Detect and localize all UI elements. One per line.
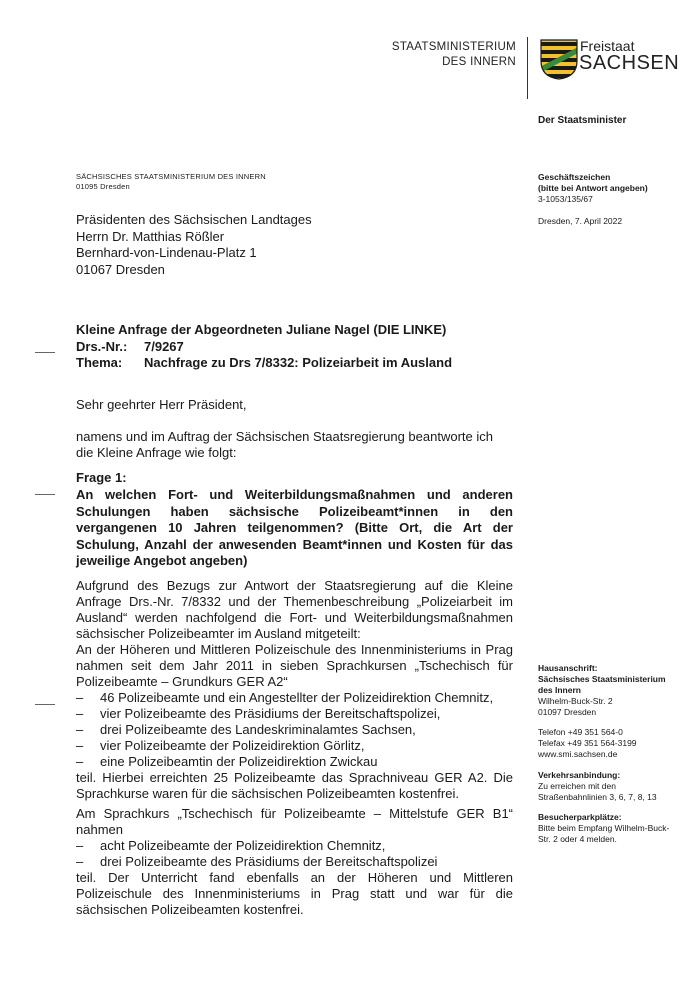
- website-link[interactable]: www.smi.sachsen.de: [538, 749, 618, 759]
- transit-text: Zu erreichen mit den Straßenbahnlinien 3, 6, 7, 8, 13: [538, 781, 657, 802]
- question-label: Frage 1:: [76, 470, 127, 485]
- fold-mark-lower: [35, 704, 55, 705]
- sidebar-transit: [538, 770, 673, 803]
- topic-value: Nachfrage zu Drs 7/8332: Polizeiarbeit im Ausland: [144, 355, 453, 370]
- letter-date: Dresden, 7. April 2022: [538, 216, 623, 226]
- reference-block: [538, 172, 648, 205]
- sender-line-1: SÄCHSISCHES STAATSMINISTERIUM DES INNERN: [76, 172, 266, 181]
- subject-drs-row: [76, 339, 452, 356]
- state-label-sachsen: SACHSEN: [579, 52, 680, 74]
- answer-paragraph-4: Am Sprachkurs „Tschechisch für Polizeibeamte – Mittelstufe GER B1“ nahmen: [76, 806, 513, 837]
- list-second-course: [76, 838, 513, 870]
- list-item-text: vier Polizeibeamte der Polizeidirektion Görlitz,: [100, 738, 365, 753]
- list-item: [76, 722, 513, 738]
- parking-text: Bitte beim Empfang Wilhelm-Buck-Str. 2 oder 4 melden.: [538, 823, 670, 844]
- address-line-2: des Innern: [538, 685, 581, 695]
- address-line-1: Sächsisches Staatsministerium: [538, 674, 666, 684]
- list-item-text: acht Polizeibeamte der Polizeidirektion Chemnitz,: [100, 838, 386, 853]
- list-marker: –: [76, 706, 84, 721]
- drs-label: Drs.-Nr.:: [76, 338, 128, 354]
- recipient-line-4: 01067 Dresden: [76, 261, 165, 277]
- list-item-text: vier Polizeibeamte des Präsidiums der Bereitschaftspolizei,: [100, 706, 441, 721]
- fax: Telefax +49 351 564-3199: [538, 738, 637, 748]
- answer-paragraph-5: teil. Der Unterricht fand ebenfalls an der Höheren und Mittleren Polizeischule des Innenministeriums in Prag statt und war für die sächsischen Polizeibeamten kostenfrei.: [76, 870, 513, 917]
- salutation: Sehr geehrter Herr Präsident,: [76, 397, 247, 412]
- saxony-coat-of-arms-icon: [540, 39, 578, 80]
- list-marker: –: [76, 838, 84, 853]
- list-item: [76, 854, 513, 870]
- list-marker: –: [76, 854, 84, 869]
- list-item-text: eine Polizeibeamtin der Polizeidirektion Zwickau: [100, 754, 378, 769]
- answer-paragraph-2: An der Höheren und Mittleren Polizeischule des Innenministeriums in Prag nahmen seit dem Jahr 2011 in sieben Sprachkursen „Tschechisch für Polizeibeamte – Grundkurs GER A2“: [76, 642, 513, 689]
- reference-number: 3-1053/135/67: [538, 194, 593, 204]
- sender-address: [76, 172, 266, 192]
- sidebar-address: [538, 663, 673, 718]
- drs-value: 7/9267: [144, 338, 184, 354]
- list-item: [76, 754, 513, 770]
- recipient-line-2: Herrn Dr. Matthias Rößler: [76, 228, 225, 244]
- question-text: An welchen Fort- und Weiterbildungsmaßnahmen und anderen Schulungen haben sächsische Polizeibeamt*innen in den vergangenen 10 Jahren teilgenommen? (Bitte Ort, die Art der Schulung, Anzahl der anwesenden Beamt*innen und Kosten für das jeweilige Angebot angeben): [76, 487, 513, 568]
- sidebar-contact: [538, 727, 673, 760]
- phone: Telefon +49 351 564-0: [538, 727, 623, 737]
- address-heading: Hausanschrift:: [538, 663, 598, 673]
- parking-heading: Besucherparkplätze:: [538, 812, 622, 822]
- intro-paragraph: namens und im Auftrag der Sächsischen Staatsregierung beantworte ich die Kleine Anfrage wie folgt:: [76, 429, 493, 460]
- list-item: [76, 690, 513, 706]
- transit-heading: Verkehrsanbindung:: [538, 770, 621, 780]
- subject-topic-row: [76, 355, 452, 372]
- ministry-name: [380, 40, 516, 70]
- list-item-text: drei Polizeibeamte des Präsidiums der Bereitschaftspolizei: [100, 854, 438, 869]
- list-item-text: drei Polizeibeamte des Landeskriminalamtes Sachsen,: [100, 722, 416, 737]
- recipient-address: [76, 212, 312, 278]
- state-label-freistaat: Freistaat: [580, 38, 635, 54]
- subject-block: [76, 322, 452, 372]
- list-marker: –: [76, 690, 84, 705]
- header-divider: [527, 37, 528, 99]
- list-item: [76, 706, 513, 722]
- address-line-4: 01097 Dresden: [538, 707, 597, 717]
- list-item-text: 46 Polizeibeamte und ein Angestellter der Polizeidirektion Chemnitz,: [100, 690, 494, 705]
- answer-paragraph-1: Aufgrund des Bezugs zur Antwort der Staatsregierung auf die Kleine Anfrage Drs.-Nr. 7/8332 und der Themenbeschreibung „Polizeiarbeit im Ausland“ werden nachfolgend die Fort- und Weiterbildungsmaßnahmen sächsischer Polizeibeamter im Ausland mitgeteilt:: [76, 578, 513, 641]
- reference-hint: (bitte bei Antwort angeben): [538, 183, 648, 193]
- list-marker: –: [76, 722, 84, 737]
- punch-mark: [35, 494, 55, 495]
- fold-mark: [35, 352, 55, 353]
- recipient-line-3: Bernhard-von-Lindenau-Platz 1: [76, 245, 257, 260]
- list-marker: –: [76, 738, 84, 753]
- recipient-line-1: Präsidenten des Sächsischen Landtages: [76, 212, 312, 227]
- list-item: [76, 838, 513, 854]
- sidebar-parking: [538, 812, 673, 845]
- answer-paragraph-3: teil. Hierbei erreichten 25 Polizeibeamte das Sprachniveau GER A2. Die Sprachkurse waren für die sächsischen Polizeibeamten kostenfrei.: [76, 770, 513, 801]
- list-marker: –: [76, 754, 84, 769]
- ministry-line-1: STAATSMINISTERIUM: [391, 41, 516, 53]
- list-first-course: [76, 690, 513, 770]
- topic-label: Thema:: [76, 355, 123, 370]
- ministry-line-2: DES INNERN: [442, 56, 516, 68]
- address-line-3: Wilhelm-Buck-Str. 2: [538, 696, 613, 706]
- reference-label: Geschäftszeichen: [538, 172, 611, 182]
- list-item: [76, 738, 513, 754]
- sender-line-2: 01095 Dresden: [76, 182, 130, 191]
- subject-title: Kleine Anfrage der Abgeordneten Juliane Nagel (DIE LINKE): [76, 322, 447, 337]
- minister-title: Der Staatsminister: [538, 115, 627, 126]
